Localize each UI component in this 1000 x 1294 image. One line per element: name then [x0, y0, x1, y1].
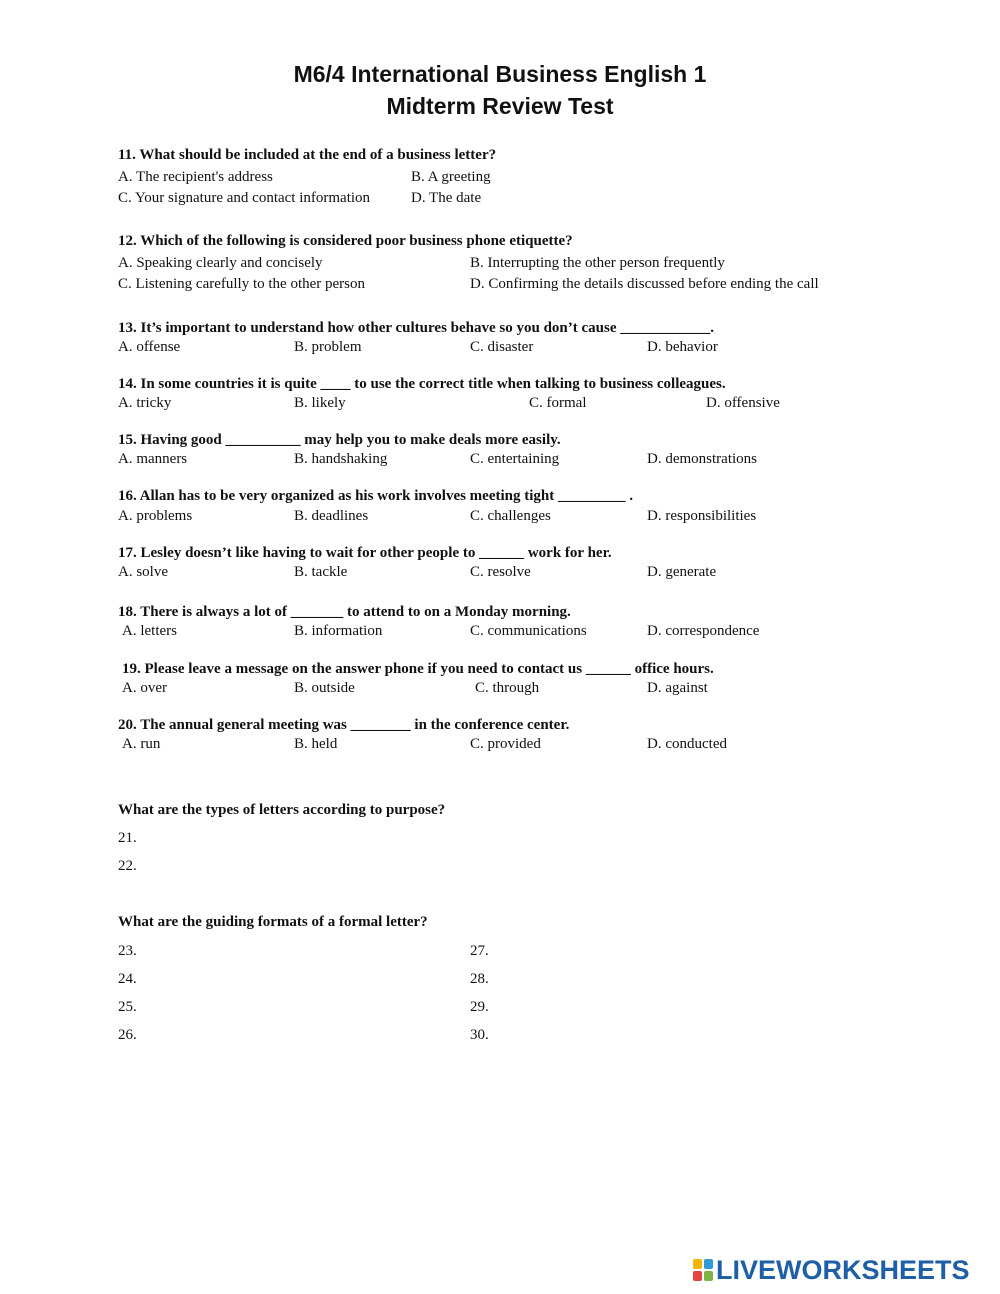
option-12a[interactable]: A. Speaking clearly and concisely: [118, 255, 323, 271]
section-heading-letter-formats: What are the guiding formats of a formal letter?: [118, 914, 428, 930]
question-18: 18. There is always a lot of _______ to attend to on a Monday morning.: [118, 604, 571, 620]
option-17a[interactable]: A. solve: [118, 564, 168, 580]
option-19a[interactable]: A. over: [122, 680, 167, 696]
liveworksheets-icon: [692, 1258, 714, 1282]
option-15c[interactable]: C. entertaining: [470, 451, 560, 467]
answer-number-24: 24.: [118, 971, 137, 987]
question-16: 16. Allan has to be very organized as his work involves meeting tight _________ .: [118, 488, 634, 504]
option-18b[interactable]: B. information: [294, 623, 383, 639]
option-15b[interactable]: B. handshaking: [294, 451, 388, 467]
option-12c[interactable]: C. Listening carefully to the other person: [118, 276, 366, 292]
option-11c[interactable]: C. Your signature and contact information: [118, 190, 371, 206]
option-19d[interactable]: D. against: [647, 680, 708, 696]
answer-number-29: 29.: [470, 999, 489, 1015]
logo-tile-yellow: [693, 1259, 702, 1269]
option-18a[interactable]: A. letters: [122, 623, 177, 639]
liveworksheets-logo: [692, 1255, 970, 1285]
option-11a[interactable]: A. The recipient's address: [118, 169, 273, 185]
option-20d[interactable]: D. conducted: [647, 736, 727, 752]
answer-number-28: 28.: [470, 971, 489, 987]
option-16c[interactable]: C. challenges: [470, 508, 551, 524]
answer-number-22: 22.: [118, 858, 137, 874]
logo-tile-blue: [704, 1259, 713, 1269]
option-13b[interactable]: B. problem: [294, 339, 362, 355]
option-20b[interactable]: B. held: [294, 736, 338, 752]
option-12d[interactable]: D. Confirming the details discussed before ending the call: [470, 276, 819, 292]
answer-number-27: 27.: [470, 943, 489, 959]
option-14d[interactable]: D. offensive: [706, 395, 780, 411]
option-11d[interactable]: D. The date: [411, 190, 482, 206]
option-13c[interactable]: C. disaster: [470, 339, 534, 355]
question-14: 14. In some countries it is quite ____ to use the correct title when talking to business colleagues.: [118, 376, 726, 392]
page-subtitle: Midterm Review Test: [386, 93, 614, 119]
question-17: 17. Lesley doesn’t like having to wait for other people to ______ work for her.: [118, 545, 612, 561]
question-19: 19. Please leave a message on the answer phone if you need to contact us ______ office hours.: [122, 661, 714, 677]
option-13a[interactable]: A. offense: [118, 339, 181, 355]
answer-number-30: 30.: [470, 1027, 489, 1043]
option-13d[interactable]: D. behavior: [647, 339, 718, 355]
question-13: 13. It’s important to understand how other cultures behave so you don’t cause ____________.: [118, 320, 715, 336]
option-19c[interactable]: C. through: [475, 680, 540, 696]
answer-number-25: 25.: [118, 999, 137, 1015]
option-18c[interactable]: C. communications: [470, 623, 587, 639]
option-17d[interactable]: D. generate: [647, 564, 717, 580]
section-heading-letter-types: What are the types of letters according to purpose?: [118, 802, 446, 818]
option-15d[interactable]: D. demonstrations: [647, 451, 757, 467]
answer-number-21: 21.: [118, 830, 137, 846]
option-17b[interactable]: B. tackle: [294, 564, 348, 580]
question-12: 12. Which of the following is considered poor business phone etiquette?: [118, 233, 573, 249]
option-19b[interactable]: B. outside: [294, 680, 355, 696]
option-14c[interactable]: C. formal: [529, 395, 587, 411]
answer-number-26: 26.: [118, 1027, 137, 1043]
logo-tile-red: [693, 1271, 702, 1281]
option-16d[interactable]: D. responsibilities: [647, 508, 757, 524]
logo-tile-green: [704, 1271, 713, 1281]
liveworksheets-wordmark: LIVEWORKSHEETS: [716, 1254, 970, 1285]
question-15: 15. Having good __________ may help you to make deals more easily.: [118, 432, 561, 448]
option-14a[interactable]: A. tricky: [118, 395, 172, 411]
option-16b[interactable]: B. deadlines: [294, 508, 369, 524]
option-14b[interactable]: B. likely: [294, 395, 346, 411]
option-20a[interactable]: A. run: [122, 736, 161, 752]
page-title: M6/4 International Business English 1: [293, 61, 707, 87]
option-17c[interactable]: C. resolve: [470, 564, 531, 580]
option-18d[interactable]: D. correspondence: [647, 623, 760, 639]
option-12b[interactable]: B. Interrupting the other person frequently: [470, 255, 725, 271]
question-11: 11. What should be included at the end of a business letter?: [118, 147, 497, 163]
option-16a[interactable]: A. problems: [118, 508, 193, 524]
option-20c[interactable]: C. provided: [470, 736, 541, 752]
question-20: 20. The annual general meeting was ________ in the conference center.: [118, 717, 570, 733]
answer-number-23: 23.: [118, 943, 137, 959]
option-15a[interactable]: A. manners: [118, 451, 188, 467]
option-11b[interactable]: B. A greeting: [411, 169, 491, 185]
